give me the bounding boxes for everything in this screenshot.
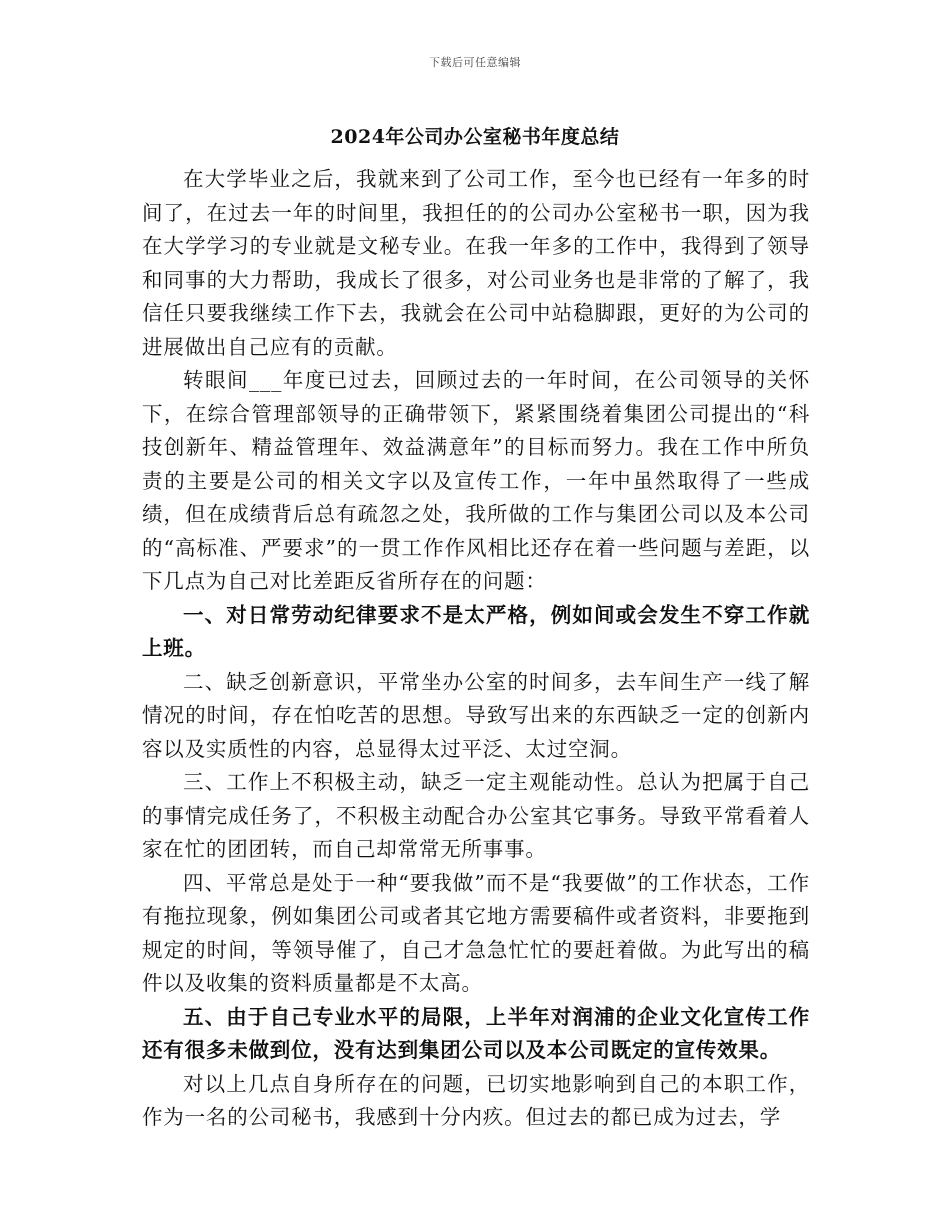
header-note: 下载后可任意编辑	[429, 56, 521, 69]
issue-2: 二、缺乏创新意识，平常坐办公室的时间多，去车间生产一线了解情况的时间，存在怕吃苦的思想。导致写出来的东西缺乏一定的创新内容以及实质性的内容，总显得太过平泛、太过空洞。	[142, 669, 810, 761]
issue-3: 三、工作上不积极主动，缺乏一定主观能动性。总认为把属于自己的事情完成任务了，不积极主动配合办公室其它事务。导致平常看着人家在忙的团团转，而自己却常常无所事事。	[142, 770, 810, 861]
paragraph-review: 转眼间___年度已过去，回顾过去的一年时间，在公司领导的关怀下，在综合管理部领导的正确带领下，紧紧围绕着集团公司提出的“科技创新年、精益管理年、效益满意年”的目标而努力。我在工作中所负责的主要是公司的相关文字以及宣传工作，一年中虽然取得了一些成绩，但在成绩背后总有疏忽之处，我所做的工作与集团公司以及本公司的“高标准、严要求”的一贯工作作风相比还存在着一些问题与差距，以下几点为自己对比差距反省所存在的问题：	[142, 368, 810, 593]
issue-5: 五、由于自己专业水平的局限，上半年对润浦的企业文化宣传工作还有很多未做到位，没有达到集团公司以及本公司既定的宣传效果。	[142, 1004, 810, 1062]
paragraph-intro: 在大学毕业之后，我就来到了公司工作，至今也已经有一年多的时间了，在过去一年的时间里，我担任的的公司办公室秘书一职，因为我在大学学习的专业就是文秘专业。在我一年多的工作中，我得到了领导和同事的大力帮助，我成长了很多，对公司业务也是非常的了解了，我信任只要我继续工作下去，我就会在公司中站稳脚跟，更好的为公司的进展做出自己应有的贡献。	[142, 167, 810, 359]
document-body	[142, 163, 810, 1135]
issue-1: 一、对日常劳动纪律要求不是太严格，例如间或会发生不穿工作就上班。	[142, 602, 810, 660]
paragraph-reflection: 对以上几点自身所存在的问题，已切实地影响到自己的本职工作，作为一名的公司秘书，我感到十分内疚。但过去的都已成为过去，学	[142, 1071, 810, 1129]
document-title: 2024年公司办公室秘书年度总结	[330, 126, 620, 148]
issue-4: 四、平常总是处于一种“要我做”而不是“我要做”的工作状态，工作有拖拉现象，例如集团公司或者其它地方需要稿件或者资料，非要拖到规定的时间，等领导催了，自己才急急忙忙的要赶着做。为此写出的稿件以及收集的资料质量都是不太高。	[142, 870, 810, 995]
